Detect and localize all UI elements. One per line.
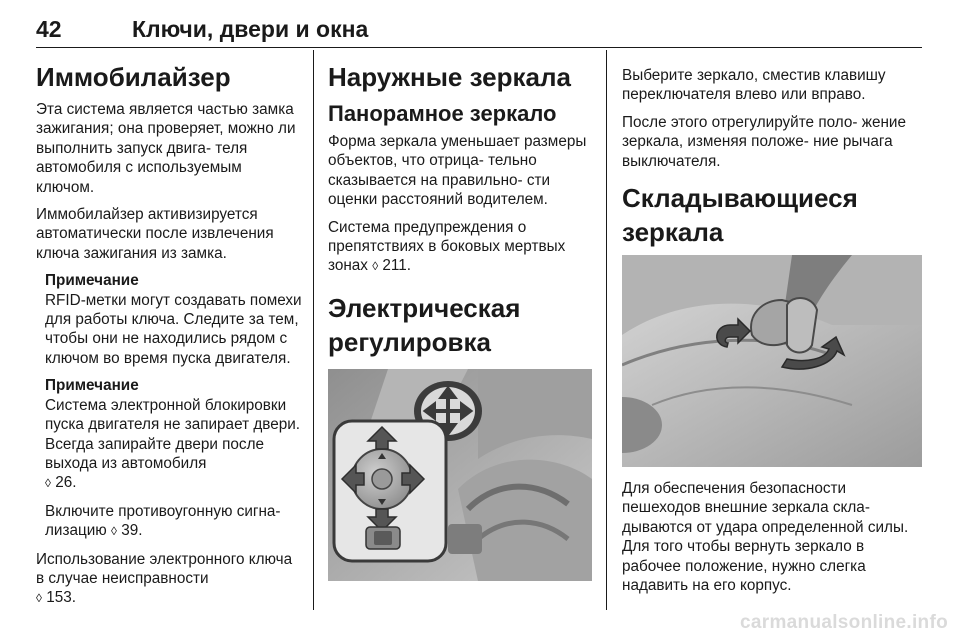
subheading-panoramic: Панорамное зеркало [328, 101, 557, 126]
note-text-body: Система электронной блокировки пуска двигателя не запирает двери. Всегда запирайте двери после выхода из автомобиля [45, 396, 301, 472]
note-text-body: Включите противоугонную сигна- лизацию [45, 502, 281, 540]
watermark: carmanualsonline.info [740, 612, 948, 633]
paragraph: Выберите зеркало, сместив клавишу переключателя влево или вправо. [622, 67, 886, 104]
page-ref-arrow-icon[interactable]: ◊ [372, 259, 379, 274]
folding-mirror-illustration [622, 255, 922, 467]
note-title: Примечание [45, 272, 139, 290]
page-ref-arrow-icon[interactable]: ◊ [111, 524, 117, 539]
column-divider-2 [606, 50, 607, 610]
note-text: RFID-метки могут создавать помехи для работы ключа. Следите за тем, чтобы они не находились рядом с ключом во время пуска двигателя. [45, 291, 302, 367]
page-ref[interactable]: 26. [55, 474, 77, 492]
section-heading-immobilizer: Иммобилайзер [36, 62, 231, 92]
page-ref-arrow-icon[interactable]: ◊ [45, 476, 51, 491]
mirror-control-illustration [328, 369, 592, 581]
paragraph: Эта система является частью замка зажигания; она проверяет, можно ли выполнить запуск двига- теля автомобиля с используемым ключом. [36, 101, 296, 196]
column-divider-1 [313, 50, 314, 610]
note-text [45, 396, 302, 494]
column-2 [328, 50, 592, 581]
paragraph [36, 550, 302, 609]
paragraph: После этого отрегулируйте поло- жение зеркала, изменяя положе- ние рычага выключателя. [622, 113, 906, 170]
note-box [36, 271, 302, 541]
section-heading-mirrors: Наружные зеркала [328, 62, 571, 92]
paragraph: Иммобилайзер активизируется автоматически после извлечения ключа зажигания из замка. [36, 206, 274, 262]
section-heading-folding: Складывающиеся зеркала [622, 183, 858, 248]
page-ref-arrow-icon[interactable]: ◊ [36, 591, 42, 606]
note-title: Примечание [45, 377, 139, 395]
paragraph-body: Использование электронного ключа в случае неисправности [36, 550, 293, 587]
chapter-title: Ключи, двери и окна [132, 16, 369, 42]
page-ref[interactable]: 153. [46, 589, 76, 607]
page-number: 42 [36, 16, 62, 42]
column-1 [36, 50, 302, 617]
page-header [36, 14, 922, 48]
section-heading-electric: Электрическая регулировка [328, 292, 521, 357]
paragraph-body: Система предупреждения о препятствиях в боковых мертвых зонах [328, 218, 566, 275]
page-ref[interactable]: 211. [382, 257, 412, 275]
note-text [45, 502, 302, 542]
column-3 [622, 50, 922, 603]
paragraph: Для обеспечения безопасности пешеходов внешние зеркала скла- дываются от удара определенной силы. Для того чтобы вернуть зеркало в рабочее положение, нужно слегка надавить на его корпус. [622, 480, 909, 595]
paragraph: Форма зеркала уменьшает размеры объектов, что отрица- тельно сказывается на правильно- сти оценки расстояний водителем. [328, 133, 587, 209]
paragraph [328, 218, 592, 277]
header-rule [36, 47, 922, 48]
page-ref[interactable]: 39. [121, 522, 143, 540]
